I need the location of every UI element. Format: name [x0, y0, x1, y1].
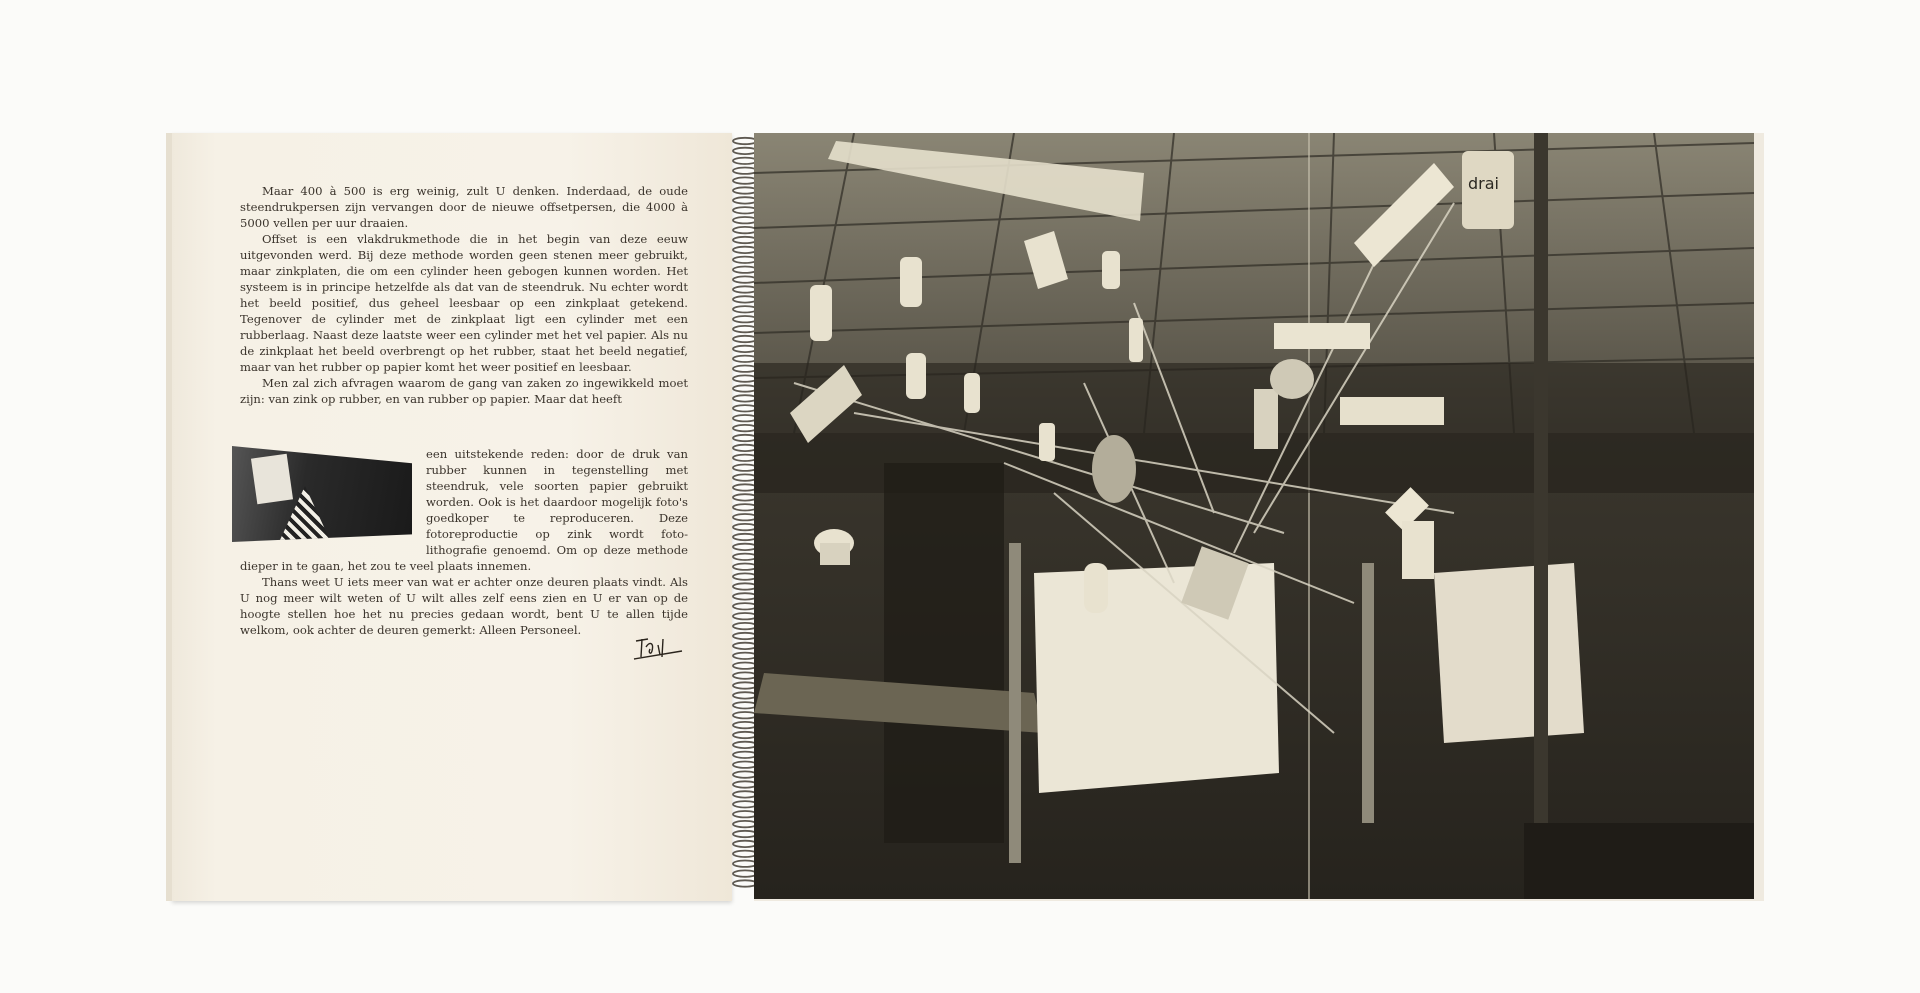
paragraph-2: Offset is een vlakdrukmethode die in het begin van deze eeuw uitgevonden werd. Bij deze methode worden geen stenen meer gebruikt, maar zinkplaten, die om een cylinder heen gebogen kunnen worden. Het systeem is in principe hetzelfde als dat van de steendruk. Nu echter wordt het beeld positief, dus geheel leesbaar op een zinkplaat getekend. Tegenover de cylinder met de zinkplaat ligt een cylinder met een rubberlaag. Naast deze laatste weer een cylinder met het vel papier. Als nu de zinkplaat het beeld overbrengt op het rubber, staat het beeld negatief, maar van het rubber op papier komt het weer positief en leesbaar.: [240, 232, 688, 374]
open-booklet: [166, 131, 1764, 903]
right-page: [754, 133, 1764, 901]
paragraph-3: Men zal zich afvragen waarom de gang van zaken zo ingewikkeld moet zijn: van zink op rubber, en van rubber op papier. Maar dat heeft: [240, 376, 688, 406]
signature: [632, 629, 686, 663]
left-page: [172, 133, 732, 901]
can-label: drai: [1468, 174, 1499, 193]
paragraph-4: een uitstekende reden: door de druk van rubber kunnen in tegenstelling met steendruk, vele soorten papier gebruikt worden. Ook is het daardoor mogelijk foto's goedkoper te reproduceren. Deze fotoreproductie op zink wordt foto-lithografie genoemd. Om op deze methode dieper in te gaan, het zou te veel plaats innemen.: [240, 447, 688, 573]
paragraph-5: Thans weet U iets meer van wat er achter onze deuren plaats vindt. Als U nog meer wilt weten of U wilt alles zelf eens zien en U er van op de hoogte stellen hoe het nu precies gedaan wordt, bent U te allen tijde welkom, ook achter de deuren gemerkt: Alleen Personeel.: [240, 575, 688, 637]
printing-press-photo: [754, 133, 1754, 899]
wrapped-text-block: [240, 446, 688, 638]
body-text: [240, 183, 688, 407]
photo-scene: [754, 133, 1754, 899]
paragraph-1: Maar 400 à 500 is erg weinig, zult U denken. Inderdaad, de oude steendrukpersen zijn vervangen door de nieuwe offsetpersen, die 4000 à 5000 vellen per uur draaien.: [240, 184, 688, 230]
